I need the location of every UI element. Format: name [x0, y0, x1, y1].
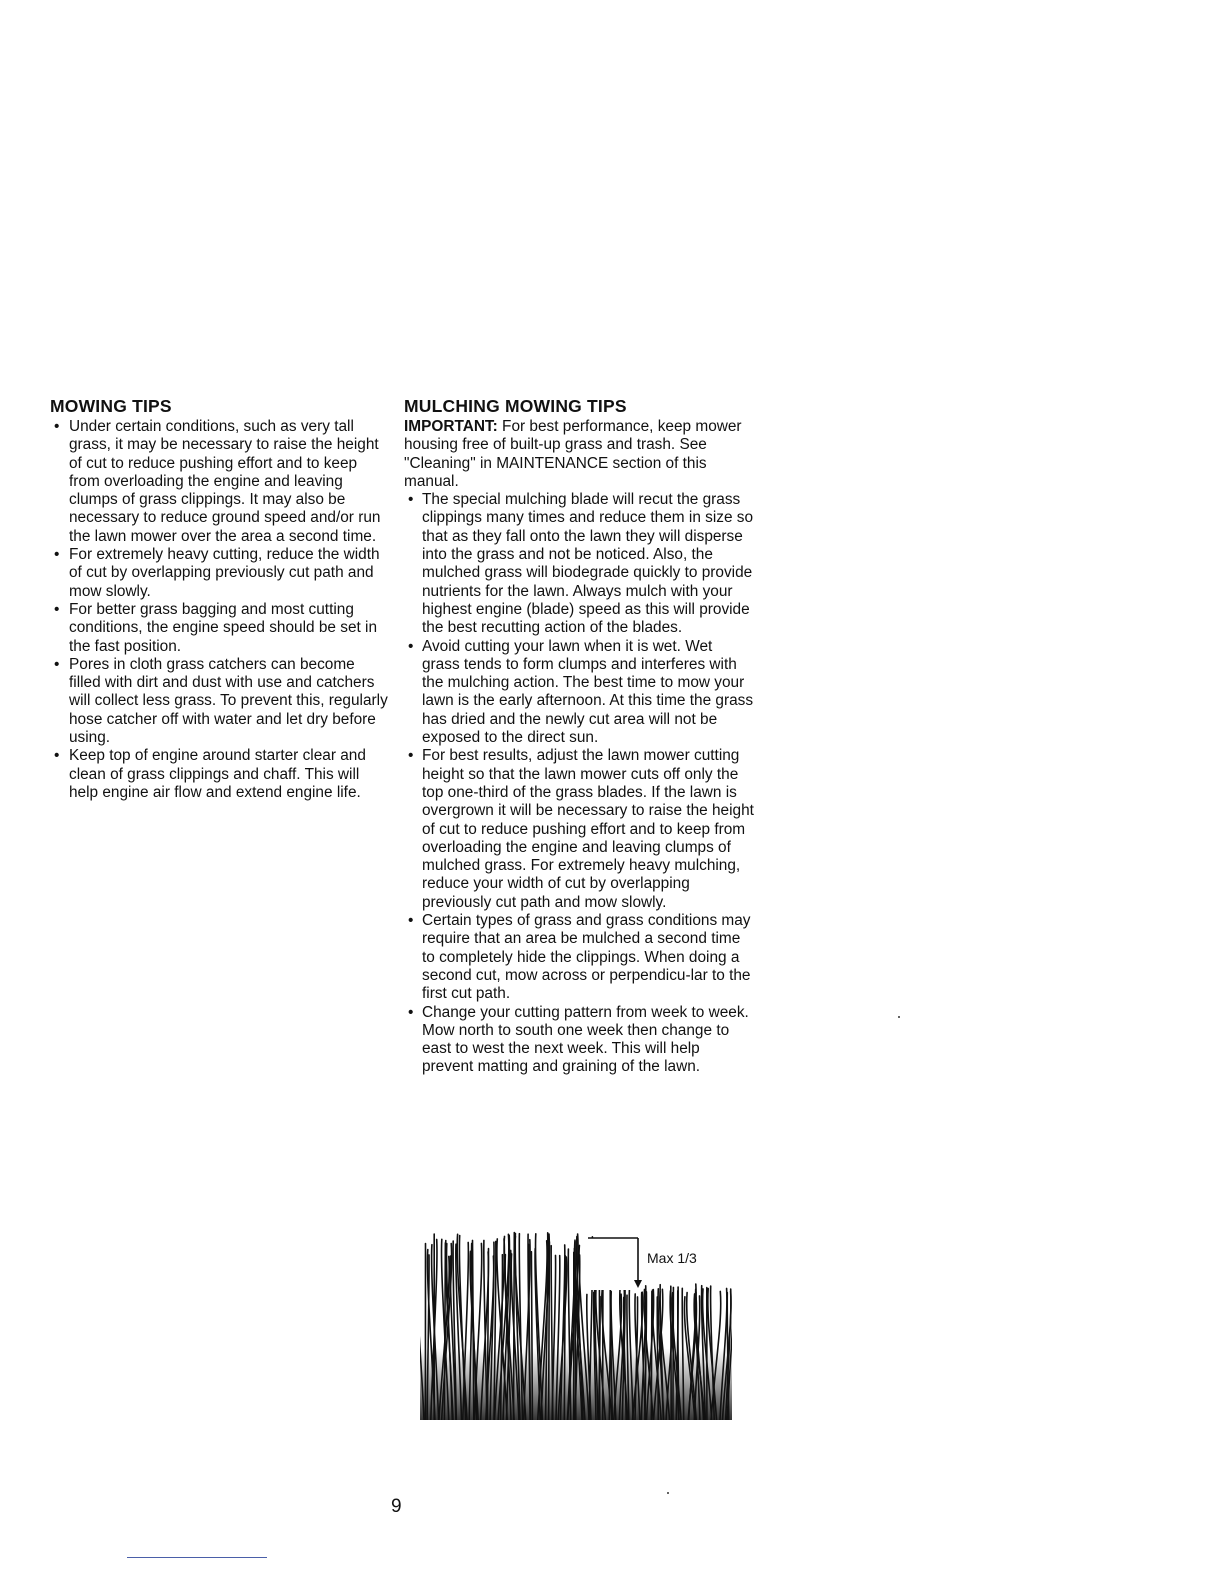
- mulching-tips-list: [404, 491, 754, 1077]
- mowing-tip-text: For better grass bagging and most cutting conditions, the engine speed should be set in the fast position.: [69, 600, 378, 655]
- list-item: [404, 912, 754, 1003]
- mowing-tip-text: Pores in cloth grass catchers can become filled with dirt and dust with use and catchers will collect less grass. To prevent this, regularly hose catcher off with water and let dry before using.: [69, 655, 388, 747]
- mowing-tip-text: Keep top of engine around starter clear and clean of grass clippings and chaff. This will help engine air flow and extend engine life.: [69, 747, 366, 801]
- bullet-icon: •: [408, 912, 414, 930]
- bullet-icon: •: [54, 747, 60, 765]
- bullet-icon: •: [54, 546, 60, 564]
- bullet-icon: •: [408, 747, 414, 765]
- mowing-tip-text: For extremely heavy cutting, reduce the width of cut by overlapping previously cut path and mow slowly.: [69, 546, 380, 600]
- important-text: For best performance, keep mower housing free of built-up grass and trash. See "Cleaning" in MAINTENANCE section of this manual.: [404, 418, 742, 490]
- max-one-third-label: Max 1/3: [647, 1250, 697, 1266]
- mulching-tip-text: For best results, adjust the lawn mower cutting height so that the lawn mower cuts off only the top one-third of the grass blades. If the lawn is overgrown it will be necessary to raise the height of cut to reduce pushing effort and to keep from overloading the engine and leaving clumps of mulched grass. For extremely heavy mulching, reduce your width of cut by overlapping previously cut path and mow slowly.: [422, 747, 754, 911]
- bullet-icon: •: [54, 418, 60, 435]
- grass-blade: [564, 1256, 565, 1420]
- bottom-divider: [127, 1557, 267, 1558]
- grass-blade: [531, 1252, 532, 1420]
- mulching-tip-text: Change your cutting pattern from week to week. Mow north to south one week then change to east to west the next week. This will help prevent matting and graining of the lawn.: [422, 1003, 749, 1076]
- bullet-icon: •: [408, 491, 414, 509]
- important-label: IMPORTANT:: [404, 418, 498, 435]
- grass-blade: [678, 1291, 679, 1420]
- list-item: [50, 601, 390, 656]
- bullet-icon: •: [408, 1003, 414, 1021]
- mowing-tips-heading: MOWING TIPS: [50, 396, 172, 416]
- scan-speck: [667, 1492, 669, 1494]
- grass-blade: [549, 1242, 550, 1420]
- mulching-tip-text: Avoid cutting your lawn when it is wet. Wet grass tends to form clumps and interferes with the mulching action. The best time to mow your lawn is the early afternoon. At this time the grass has dried and the newly cut area will not be exposed to the direct sun.: [422, 637, 754, 747]
- list-item: [50, 747, 390, 802]
- list-item: [50, 418, 390, 546]
- list-item: [404, 747, 754, 912]
- scan-speck: [898, 1016, 900, 1018]
- page-number: 9: [391, 1496, 402, 1517]
- bullet-icon: •: [54, 655, 60, 673]
- mowing-tips-list: [50, 418, 390, 802]
- important-note: [404, 418, 754, 491]
- list-item: [404, 1004, 754, 1077]
- list-item: [50, 656, 390, 747]
- cut-zone-window: [588, 1238, 638, 1290]
- mowing-tip-text: Under certain conditions, such as very tall grass, it may be necessary to raise the height of cut to reduce pushing effort and to keep from overloading the engine and leaving clumps of grass clippings. It may also be necessary to reduce ground speed and/or run the lawn mower over the area a second time.: [69, 418, 381, 545]
- mulching-tip-text: The special mulching blade will recut the grass clippings many times and reduce them in size so that as they fall onto the lawn they will disperse into the grass and not be noticed. Also, the mulched grass will biodegrade quickly to provide nutrients for the lawn. Always mulch with your highest engine (blade) speed as this will provide the best recutting action of the blades.: [422, 491, 754, 637]
- list-item: [50, 546, 390, 601]
- mulching-tip-text: Certain types of grass and grass conditions may require that an area be mulched a second time to completely hide the clippings. When doing a second cut, mow across or perpendicu-lar to the first cut path.: [422, 912, 751, 1003]
- list-item: [404, 638, 754, 748]
- bullet-icon: •: [54, 600, 60, 618]
- mowing-tips-section: [50, 396, 390, 802]
- bullet-icon: •: [408, 637, 414, 655]
- mulching-tips-section: [404, 396, 754, 1077]
- list-item: [404, 491, 754, 637]
- mulching-tips-heading: MULCHING MOWING TIPS: [404, 396, 627, 416]
